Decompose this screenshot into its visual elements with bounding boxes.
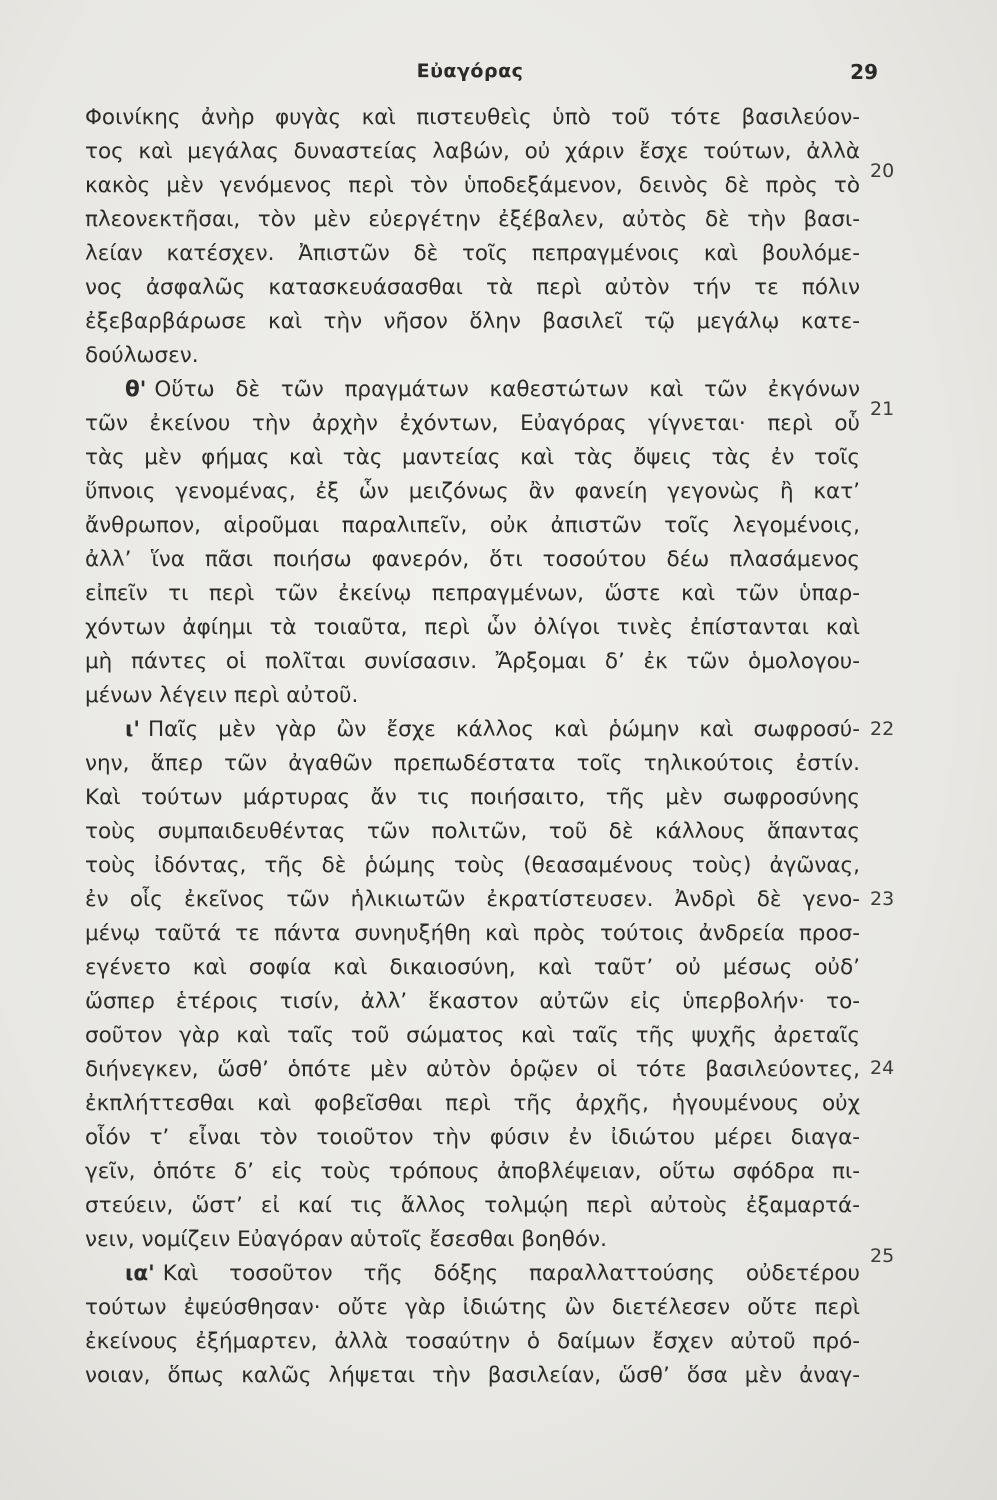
text-line: νος ἀσφαλῶς κατασκευάσασθαι τὰ περὶ αὐτὸν τήν τε πόλιν	[85, 275, 860, 300]
section-marker: ι'	[125, 717, 140, 742]
margin-section-number: 23	[870, 888, 895, 910]
section-start-line	[125, 715, 860, 745]
text-line: λείαν κατέσχεν. Ἀπιστῶν δὲ τοῖς πεπραγμένοις καὶ βουλόμε-	[85, 241, 860, 266]
text-line: Οὕτω δὲ τῶν πραγμάτων καθεστώτων καὶ τῶν ἐκγόνων	[154, 377, 860, 402]
margin-section-number: 24	[870, 1057, 895, 1079]
text-line: Φοινίκης ἀνὴρ φυγὰς καὶ πιστευθεὶς ὑπὸ τοῦ τότε βασιλεύον-	[85, 105, 860, 130]
text-line: Παῖς μὲν γὰρ ὢν ἔσχε κάλλος καὶ ῥώμην καὶ σωφροσύ-	[147, 717, 860, 742]
text-line: μένων λέγειν περὶ αὐτοῦ.	[85, 683, 359, 708]
text-line: γεῖν, ὁπότε δ’ εἰς τοὺς τρόπους ἀποβλέψειαν, οὕτω σφόδρα πι-	[85, 1159, 860, 1184]
text-line: χόντων ἀφίημι τὰ τοιαῦτα, περὶ ὧν ὀλίγοι τινὲς ἐπίστανται καὶ	[85, 615, 860, 640]
text-line: τος καὶ μεγάλας δυναστείας λαβών, οὐ χάριν ἔσχε τούτων, ἀλλὰ	[85, 139, 860, 164]
running-title: Εὐαγόρας	[416, 60, 524, 82]
margin-section-number: 20	[870, 160, 895, 182]
text-line: πλεονεκτῆσαι, τὸν μὲν εὐεργέτην ἐξέβαλεν, αὐτὸς δὲ τὴν βασι-	[85, 207, 860, 232]
text-line: εγένετο καὶ σοφία καὶ δικαιοσύνη, καὶ ταῦτ’ οὐ μέσως οὐδ’	[85, 955, 860, 980]
text-line: ἀλλ’ ἵνα πᾶσι ποιήσω φανερόν, ὅτι τοσούτου δέω πλασάμενος	[85, 547, 860, 572]
text-line: τῶν ἐκείνου τὴν ἀρχὴν ἐχόντων, Εὐαγόρας γίγνεται· περὶ οὗ	[85, 411, 860, 436]
text-line: οἷόν τ’ εἶναι τὸν τοιοῦτον τὴν φύσιν ἐν ἰδιώτου μέρει διαγα-	[85, 1125, 860, 1150]
text-line: ἐξεβαρβάρωσε καὶ τὴν νῆσον ὅλην βασιλεῖ τῷ μεγάλῳ κατε-	[85, 309, 860, 334]
page-number: 29	[850, 60, 878, 84]
margin-section-number: 22	[870, 718, 895, 740]
text-line: Καὶ τοσοῦτον τῆς δόξης παραλλαττούσης οὐδετέρου	[162, 1261, 860, 1286]
text-line: τοὺς ἰδόντας, τῆς δὲ ῥώμης τοὺς (θεασαμένους τοὺς) ἀγῶνας,	[85, 853, 860, 878]
text-line: νην, ἅπερ τῶν ἀγαθῶν πρεπωδέστατα τοῖς τηλικούτοις ἐστίν.	[85, 751, 860, 776]
text-line: νειν, νομίζειν Εὐαγόραν αὑτοῖς ἔσεσθαι βοηθόν.	[85, 1227, 607, 1252]
text-line: ἐν οἷς ἐκεῖνος τῶν ἡλικιωτῶν ἐκρατίστευσεν. Ἀνδρὶ δὲ γενο-	[85, 887, 860, 912]
text-line: τούτων ἐψεύσθησαν· οὔτε γὰρ ἰδιώτης ὢν διετέλεσεν οὔτε περὶ	[85, 1295, 860, 1320]
text-line: τοὺς συμπαιδευθέντας τῶν πολιτῶν, τοῦ δὲ κάλλους ἅπαντας	[85, 819, 860, 844]
text-line: μὴ πάντες οἱ πολῖται συνίσασιν. Ἄρξομαι δ’ ἐκ τῶν ὁμολογου-	[85, 649, 860, 674]
text-line: ἐκείνους ἐξήμαρτεν, ἀλλὰ τοσαύτην ὁ δαίμων ἔσχεν αὐτοῦ πρό-	[85, 1329, 860, 1354]
text-line: διήνεγκεν, ὥσθ’ ὁπότε μὲν αὐτὸν ὁρῷεν οἱ τότε βασιλεύοντες,	[85, 1057, 860, 1082]
text-line: μένῳ ταῦτά τε πάντα συνηυξήθη καὶ πρὸς τούτοις ἀνδρεία προσ-	[85, 921, 860, 946]
margin-section-number: 21	[870, 398, 895, 420]
text-line: Καὶ τούτων μάρτυρας ἄν τις ποιήσαιτο, τῆς μὲν σωφροσύνης	[85, 785, 860, 810]
text-line: ὕπνοις γενομένας, ἐξ ὧν μειζόνως ἂν φανείη γεγονὼς ἢ κατ’	[85, 479, 860, 504]
text-line: σοῦτον γὰρ καὶ ταῖς τοῦ σώματος καὶ ταῖς τῆς ψυχῆς ἀρεταῖς	[85, 1023, 860, 1048]
text-line: δούλωσεν.	[85, 343, 199, 368]
text-line: στεύειν, ὥστ’ εἰ καί τις ἄλλος τολμῴη περὶ αὐτοὺς ἐξαμαρτά-	[85, 1193, 860, 1218]
section-marker: θ'	[125, 377, 147, 402]
section-start-line	[125, 1259, 860, 1289]
section-start-line	[125, 375, 860, 405]
text-line: ἐκπλήττεσθαι καὶ φοβεῖσθαι περὶ τῆς ἀρχῆς, ἡγουμένους οὐχ	[85, 1091, 860, 1116]
margin-section-number: 25	[870, 1245, 895, 1267]
text-line: τὰς μὲν φήμας καὶ τὰς μαντείας καὶ τὰς ὄψεις τὰς ἐν τοῖς	[85, 445, 860, 470]
text-line: εἰπεῖν τι περὶ τῶν ἐκείνῳ πεπραγμένων, ὥστε καὶ τῶν ὑπαρ-	[85, 581, 860, 606]
text-line: κακὸς μὲν γενόμενος περὶ τὸν ὑποδεξάμενον, δεινὸς δὲ πρὸς τὸ	[85, 173, 860, 198]
text-line: ὥσπερ ἑτέροις τισίν, ἀλλ’ ἕκαστον αὐτῶν εἰς ὑπερβολήν· το-	[85, 989, 860, 1014]
text-line: ἄνθρωπον, αἱροῦμαι παραλιπεῖν, οὐκ ἀπιστῶν τοῖς λεγομένοις,	[85, 513, 860, 538]
section-marker: ια'	[125, 1261, 155, 1286]
text-line: νοιαν, ὅπως καλῶς λήψεται τὴν βασιλείαν, ὥσθ’ ὅσα μὲν ἀναγ-	[85, 1363, 860, 1388]
